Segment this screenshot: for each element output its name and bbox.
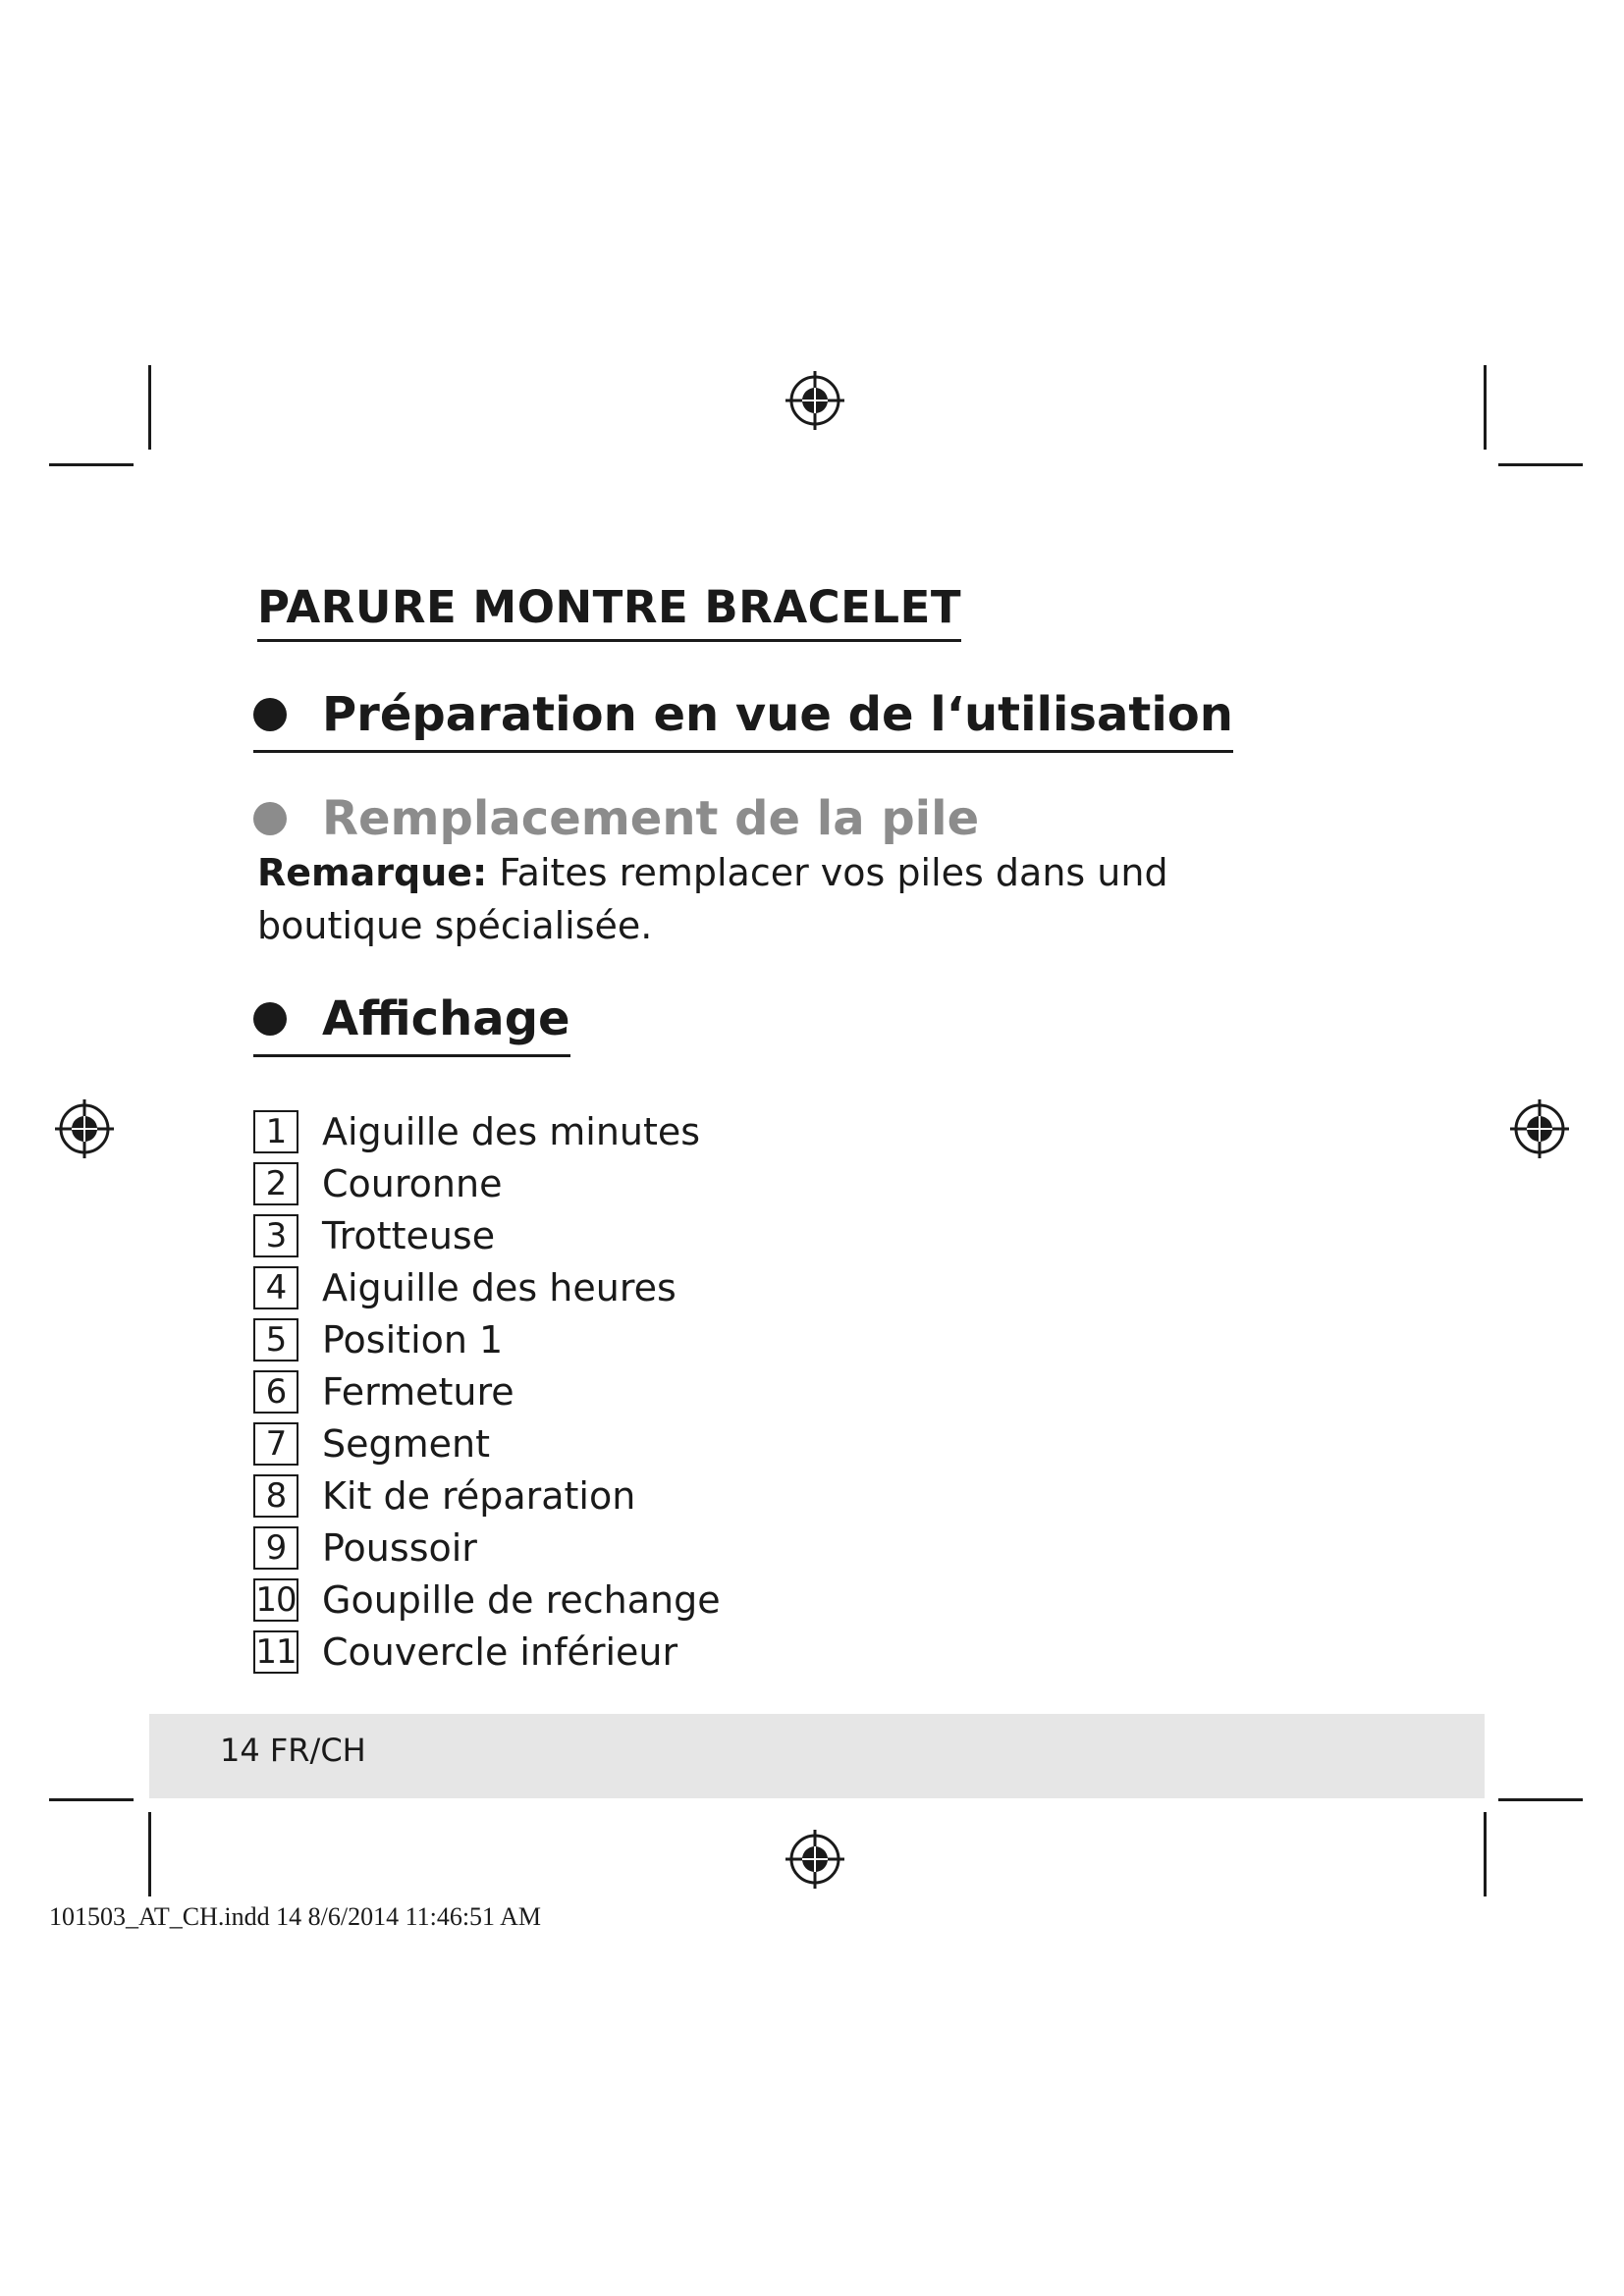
crop-mark-top-right-vertical	[1484, 365, 1487, 450]
remark-label: Remarque:	[257, 851, 488, 894]
part-number: 7	[253, 1422, 298, 1466]
registration-mark-left	[53, 1097, 116, 1160]
part-label: Couronne	[322, 1161, 503, 1205]
list-item	[253, 1365, 721, 1417]
part-number: 11	[253, 1630, 298, 1674]
section-heading-preparation	[253, 687, 1233, 753]
part-number: 6	[253, 1370, 298, 1414]
remark-paragraph	[257, 846, 1288, 952]
list-item	[253, 1626, 721, 1678]
list-item	[253, 1574, 721, 1626]
crop-mark-top-left-vertical	[148, 365, 151, 450]
list-item	[253, 1157, 721, 1209]
bullet-icon	[253, 1002, 287, 1036]
parts-list	[253, 1105, 721, 1678]
crop-mark-bottom-right-horizontal	[1498, 1798, 1583, 1801]
remark-text: Faites remplacer vos piles dans und boutique spécialisée.	[257, 851, 1168, 947]
part-number: 3	[253, 1214, 298, 1257]
list-item	[253, 1522, 721, 1574]
list-item	[253, 1417, 721, 1469]
section-heading-preparation-text: Préparation en vue de l‘utilisation	[322, 687, 1233, 742]
list-item	[253, 1209, 721, 1261]
part-label: Couvercle inférieur	[322, 1629, 678, 1674]
print-slug: 101503_AT_CH.indd 14 8/6/2014 11:46:51 AM	[49, 1902, 542, 1931]
part-label: Fermeture	[322, 1369, 514, 1414]
bullet-icon	[253, 802, 287, 835]
section-heading-display	[253, 991, 570, 1057]
part-number: 1	[253, 1110, 298, 1153]
section-heading-battery-text: Remplacement de la pile	[322, 791, 980, 846]
part-label: Kit de réparation	[322, 1473, 636, 1518]
part-number: 4	[253, 1266, 298, 1309]
bullet-icon	[253, 698, 287, 731]
registration-mark-bottom	[784, 1828, 846, 1891]
part-label: Aiguille des minutes	[322, 1109, 701, 1153]
part-number: 8	[253, 1474, 298, 1518]
registration-mark-top	[784, 369, 846, 432]
page-number: 14 FR/CH	[220, 1732, 366, 1769]
crop-mark-top-right-horizontal	[1498, 463, 1583, 466]
part-label: Segment	[322, 1421, 490, 1466]
crop-mark-bottom-right-vertical	[1484, 1812, 1487, 1896]
part-number: 5	[253, 1318, 298, 1362]
registration-mark-right	[1508, 1097, 1571, 1160]
crop-mark-top-left-horizontal	[49, 463, 134, 466]
crop-mark-bottom-left-horizontal	[49, 1798, 134, 1801]
part-label: Position 1	[322, 1317, 504, 1362]
part-label: Trotteuse	[322, 1213, 496, 1257]
section-heading-battery	[253, 791, 979, 846]
list-item	[253, 1105, 721, 1157]
list-item	[253, 1313, 721, 1365]
list-item	[253, 1261, 721, 1313]
part-label: Aiguille des heures	[322, 1265, 677, 1309]
page-title: PARURE MONTRE BRACELET	[257, 581, 961, 642]
part-number: 9	[253, 1526, 298, 1570]
part-label: Poussoir	[322, 1525, 477, 1570]
part-number: 10	[253, 1578, 298, 1622]
part-label: Goupille de rechange	[322, 1577, 721, 1622]
part-number: 2	[253, 1162, 298, 1205]
list-item	[253, 1469, 721, 1522]
crop-mark-bottom-left-vertical	[148, 1812, 151, 1896]
section-heading-display-text: Affichage	[322, 991, 570, 1046]
